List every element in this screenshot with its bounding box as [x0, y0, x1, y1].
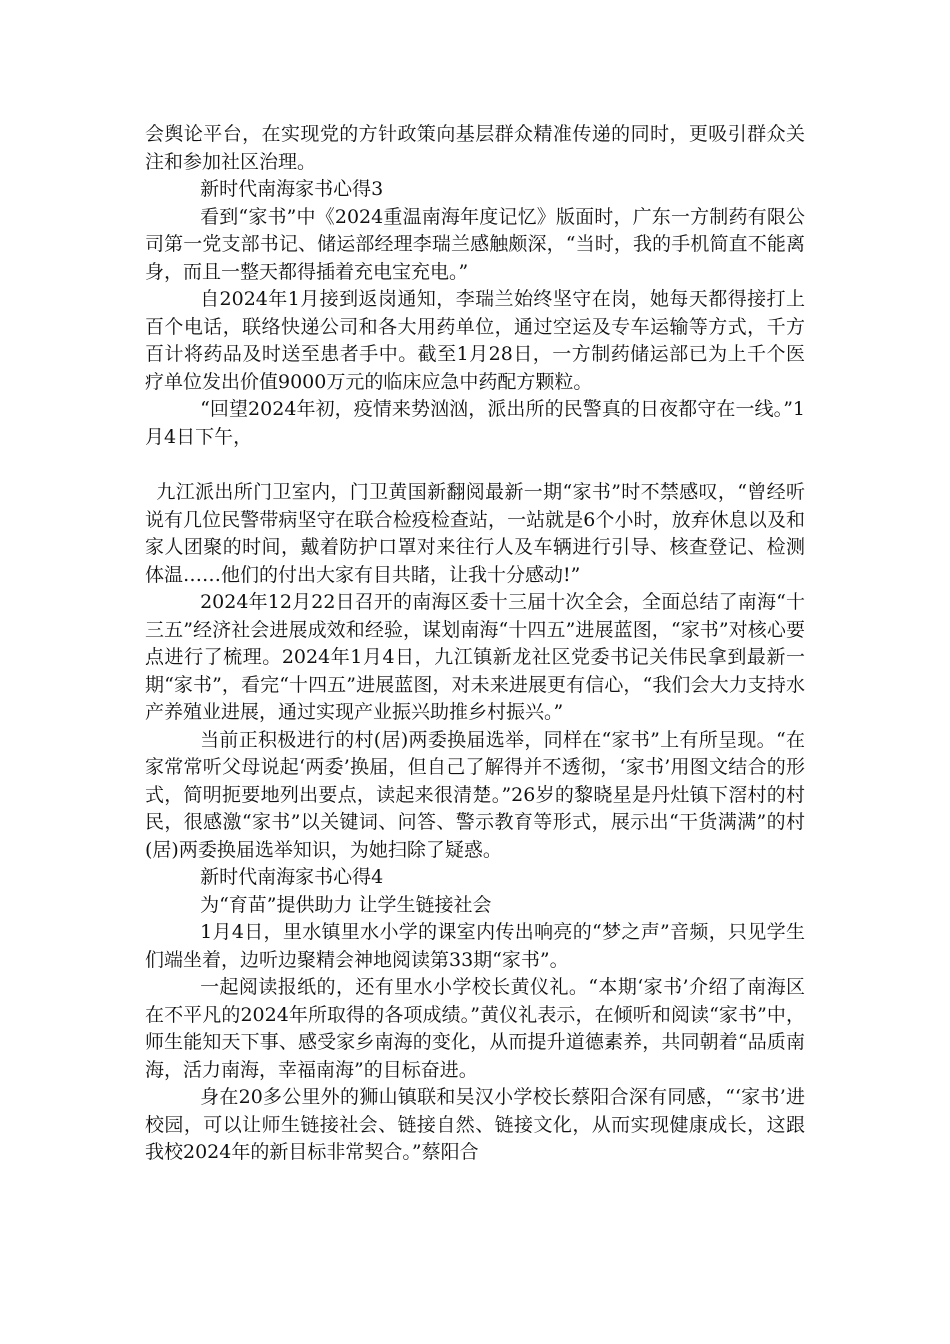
paragraph: 九江派出所门卫室内，门卫黄国新翻阅最新一期“家书”时不禁感叹，“曾经听说有几位民警带病坚守在联合检疫检查站，一站就是6个小时，放弃休息以及和家人团聚的时间，戴着防护口罩对来往行人及车辆进行引导、核查登记、检测体温……他们的付出大家有目共睹，让我十分感动!”	[145, 481, 805, 586]
paragraph: 当前正积极进行的村(居)两委换届选举，同样在“家书”上有所呈现。“在家常常听父母说起‘两委’换届，但自己了解得并不透彻，‘家书’用图文结合的形式，简明扼要地列出要点，读起来很清楚。”26岁的黎晓星是丹灶镇下滘村的村民，很感激“家书”以关键词、问答、警示教育等形式，展示出“干货满满”的村(居)两委换届选举知识，为她扫除了疑惑。	[145, 728, 805, 861]
paragraph: 看到“家书”中《2024重温南海年度记忆》版面时，广东一方制药有限公司第一党支部书记、储运部经理李瑞兰感触颇深，“当时，我的手机简直不能离身，而且一整天都得插着充电宝充电。”	[145, 205, 805, 283]
paragraph: 自2024年1月接到返岗通知，李瑞兰始终坚守在岗，她每天都得接打上百个电话，联络快递公司和各大用药单位，通过空运及专车运输等方式，千方百计将药品及时送至患者手中。截至1月28日，一方制药储运部已为上千个医疗单位发出价值9000万元的临床应急中药配方颗粒。	[145, 288, 805, 393]
blank-gap	[145, 451, 805, 479]
section-subheading: 为“育苗”提供助力 让学生链接社会	[200, 893, 492, 916]
paragraph-continued: 会舆论平台，在实现党的方针政策向基层群众精准传递的同时，更吸引群众关注和参加社区治理。	[145, 123, 805, 173]
paragraph: “回望2024年初，疫情来势汹汹，派出所的民警真的日夜都守在一线。”1月4日下午，	[145, 398, 805, 448]
paragraph: 一起阅读报纸的，还有里水小学校长黄仪礼。“本期‘家书’介绍了南海区在不平凡的2024年所取得的各项成绩。”黄仪礼表示，在倾听和阅读“家书”中，师生能知天下事、感受家乡南海的变化，从而提升道德素养，共同朝着“品质南海，活力南海，幸福南海”的目标奋进。	[145, 976, 805, 1081]
document-page	[145, 121, 805, 1167]
section-heading-3: 新时代南海家书心得3	[200, 178, 384, 200]
paragraph: 1月4日，里水镇里水小学的课室内传出响亮的“梦之声”音频，只见学生们端坐着，边听边聚精会神地阅读第33期“家书”。	[145, 921, 805, 971]
paragraph: 2024年12月22日召开的南海区委十三届十次全会，全面总结了南海“十三五”经济社会进展成效和经验，谋划南海“十四五”进展蓝图，“家书”对核心要点进行了梳理。2024年1月4日，九江镇新龙社区党委书记关伟民拿到最新一期“家书”，看完“十四五”进展蓝图，对未来进展更有信心，“我们会大力支持水产养殖业进展，通过实现产业振兴助推乡村振兴。”	[145, 591, 805, 723]
paragraph: 身在20多公里外的狮山镇联和吴汉小学校长蔡阳合深有同感，“‘家书’进校园，可以让师生链接社会、链接自然、链接文化，从而实现健康成长，这跟我校2024年的新目标非常契合。”蔡阳合	[145, 1086, 805, 1163]
section-heading-4: 新时代南海家书心得4	[200, 866, 384, 888]
